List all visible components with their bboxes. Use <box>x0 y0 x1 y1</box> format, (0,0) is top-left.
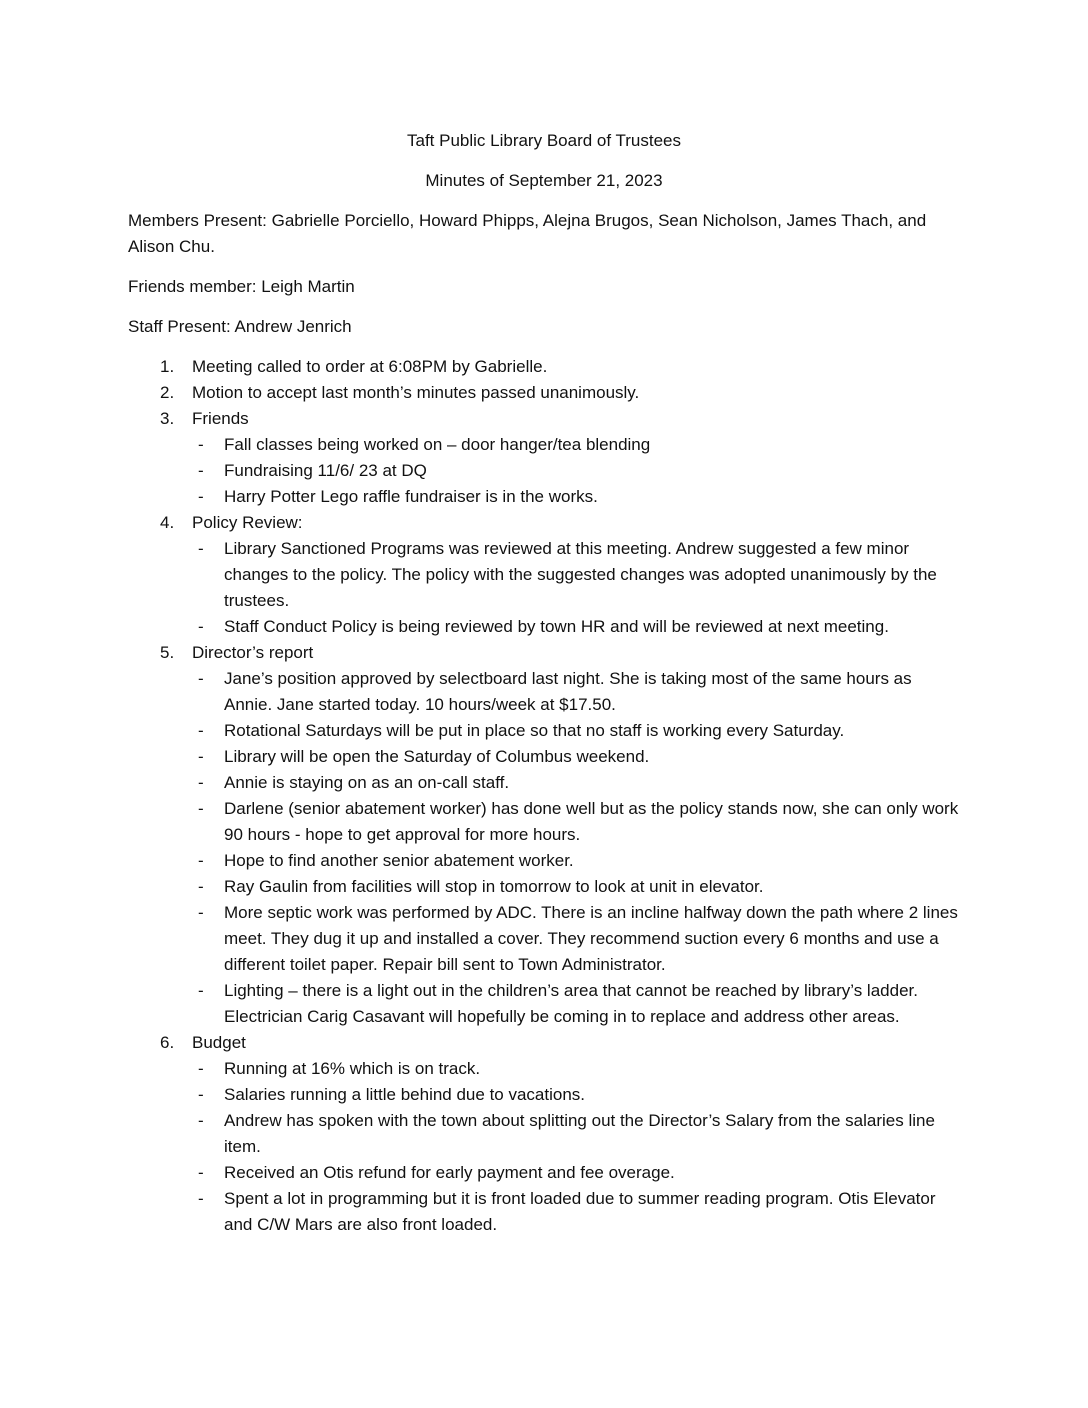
dash-bullet-icon: - <box>198 747 204 766</box>
dash-bullet-icon: - <box>198 1163 204 1182</box>
agenda-item-number: 3. <box>160 409 175 428</box>
agenda-subitem <box>192 536 960 614</box>
dash-bullet-icon: - <box>198 461 204 480</box>
dash-bullet-icon: - <box>198 1059 204 1078</box>
agenda-item-number: 1. <box>160 357 175 376</box>
agenda-subitem <box>192 458 960 484</box>
friends-member: Friends member: Leigh Martin <box>128 277 355 296</box>
agenda-subitem <box>192 848 960 874</box>
agenda-item-text: Director’s report <box>192 643 314 662</box>
agenda-subitem <box>192 1056 960 1082</box>
agenda-item-number: 6. <box>160 1033 175 1052</box>
dash-bullet-icon: - <box>198 903 204 922</box>
agenda-subitem-text: Library will be open the Saturday of Columbus weekend. <box>224 747 650 766</box>
agenda-subitem <box>192 432 960 458</box>
agenda-subitem-text: Annie is staying on as an on-call staff. <box>224 773 510 792</box>
agenda-subitem-text: Received an Otis refund for early payment and fee overage. <box>224 1163 675 1182</box>
agenda-subitem-text: Staff Conduct Policy is being reviewed by town HR and will be reviewed at next meeting. <box>224 617 889 636</box>
dash-bullet-icon: - <box>198 773 204 792</box>
agenda-subitem-list <box>192 536 960 640</box>
agenda-subitem <box>192 900 960 978</box>
agenda-subitem <box>192 1186 960 1238</box>
agenda-subitem-text: Andrew has spoken with the town about splitting out the Director’s Salary from the salaries line item. <box>224 1111 935 1156</box>
dash-bullet-icon: - <box>198 1111 204 1130</box>
dash-bullet-icon: - <box>198 799 204 818</box>
agenda-item-text: Friends <box>192 409 249 428</box>
agenda-subitem <box>192 796 960 848</box>
dash-bullet-icon: - <box>198 1085 204 1104</box>
dash-bullet-icon: - <box>198 851 204 870</box>
dash-bullet-icon: - <box>198 487 204 506</box>
agenda-subitem-text: Spent a lot in programming but it is front loaded due to summer reading program. Otis Elevator and C/W Mars are also front loaded. <box>224 1189 936 1234</box>
agenda-subitem-text: Fundraising 11/6/ 23 at DQ <box>224 461 427 480</box>
agenda-subitem <box>192 718 960 744</box>
dash-bullet-icon: - <box>198 539 204 558</box>
agenda-item-text: Policy Review: <box>192 513 303 532</box>
agenda-subitem-text: Darlene (senior abatement worker) has done well but as the policy stands now, she can only work 90 hours - hope to get approval for more hours. <box>224 799 959 844</box>
agenda-subitem <box>192 874 960 900</box>
agenda-subitem <box>192 1082 960 1108</box>
dash-bullet-icon: - <box>198 435 204 454</box>
agenda-item-text: Motion to accept last month’s minutes passed unanimously. <box>192 383 640 402</box>
dash-bullet-icon: - <box>198 721 204 740</box>
agenda-subitem <box>192 484 960 510</box>
document-subtitle: Minutes of September 21, 2023 <box>425 171 663 190</box>
agenda-subitem <box>192 1160 960 1186</box>
agenda-subitem-text: Lighting – there is a light out in the children’s area that cannot be reached by library’s ladder. Electrician Carig Casavant will hopefully be coming in to replace and address other areas. <box>224 981 918 1026</box>
agenda-subitem-text: Running at 16% which is on track. <box>224 1059 481 1078</box>
minutes-document <box>128 128 960 1238</box>
agenda-subitem-text: Jane’s position approved by selectboard last night. She is taking most of the same hours as Annie. Jane started today. 10 hours/week at $17.50. <box>224 669 912 714</box>
agenda-subitem-list <box>192 1056 960 1238</box>
members-present: Members Present: Gabrielle Porciello, Howard Phipps, Alejna Brugos, Sean Nicholson, James Thach, and Alison Chu. <box>128 211 927 256</box>
agenda-list <box>128 354 960 1238</box>
dash-bullet-icon: - <box>198 669 204 688</box>
agenda-subitem <box>192 1108 960 1160</box>
document-title: Taft Public Library Board of Trustees <box>406 131 682 150</box>
agenda-item <box>128 510 960 640</box>
agenda-subitem <box>192 744 960 770</box>
agenda-item <box>128 380 960 406</box>
agenda-subitem-text: Ray Gaulin from facilities will stop in tomorrow to look at unit in elevator. <box>224 877 764 896</box>
agenda-subitem-text: Library Sanctioned Programs was reviewed at this meeting. Andrew suggested a few minor changes to the policy. The policy with the suggested changes was adopted unanimously by the trustees. <box>224 539 937 610</box>
dash-bullet-icon: - <box>198 617 204 636</box>
agenda-item <box>128 354 960 380</box>
agenda-subitem-text: Fall classes being worked on – door hanger/tea blending <box>224 435 651 454</box>
agenda-item-text: Budget <box>192 1033 246 1052</box>
staff-present: Staff Present: Andrew Jenrich <box>128 317 352 336</box>
agenda-subitem <box>192 614 960 640</box>
dash-bullet-icon: - <box>198 981 204 1000</box>
agenda-item <box>128 1030 960 1238</box>
agenda-item <box>128 406 960 510</box>
agenda-subitem <box>192 978 960 1030</box>
agenda-item-number: 5. <box>160 643 175 662</box>
agenda-item-number: 2. <box>160 383 175 402</box>
agenda-subitem-text: Rotational Saturdays will be put in place so that no staff is working every Saturday. <box>224 721 845 740</box>
agenda-subitem-text: Harry Potter Lego raffle fundraiser is in the works. <box>224 487 598 506</box>
agenda-subitem-text: More septic work was performed by ADC. There is an incline halfway down the path where 2 lines meet. They dug it up and installed a cover. They recommend suction every 6 months and use a different toilet paper. Repair bill sent to Town Administrator. <box>224 903 958 974</box>
dash-bullet-icon: - <box>198 877 204 896</box>
agenda-item-text: Meeting called to order at 6:08PM by Gabrielle. <box>192 357 548 376</box>
agenda-item <box>128 640 960 1030</box>
agenda-subitem-list <box>192 666 960 1030</box>
agenda-subitem-list <box>192 432 960 510</box>
agenda-subitem-text: Hope to find another senior abatement worker. <box>224 851 574 870</box>
agenda-item-number: 4. <box>160 513 175 532</box>
dash-bullet-icon: - <box>198 1189 204 1208</box>
agenda-subitem <box>192 770 960 796</box>
agenda-subitem-text: Salaries running a little behind due to vacations. <box>224 1085 586 1104</box>
agenda-subitem <box>192 666 960 718</box>
